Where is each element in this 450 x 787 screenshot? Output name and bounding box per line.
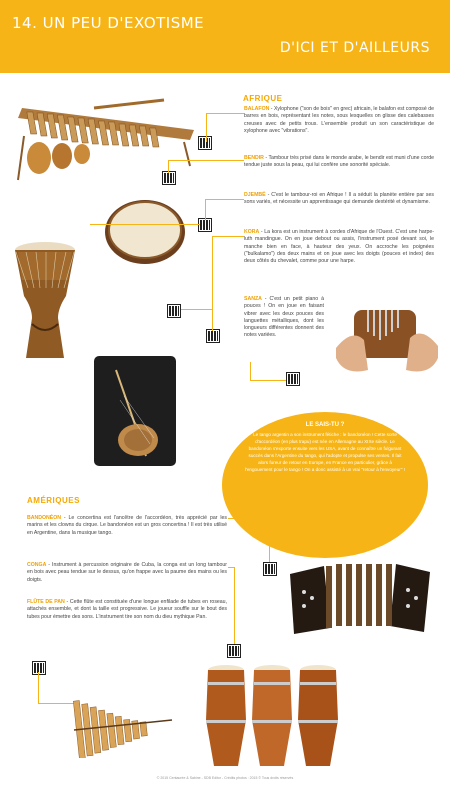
qr-code-bendir[interactable] xyxy=(163,172,175,184)
footer-credits: © 2015 Centaurée & Sabine - SDB Editor - Crédits photos : 2015 © Tous droits réservés xyxy=(156,776,294,780)
conga-text: - Instrument à percussion originaire de Cuba, la conga est un long tambour en bois avec peau tendue sur le dessus, qu'on frappe avec la paume des mains ou les doigts. xyxy=(27,562,227,583)
qr-code-djembe[interactable] xyxy=(199,219,211,231)
conga-paragraph xyxy=(27,562,227,584)
connector-line xyxy=(168,160,244,173)
sanza-paragraph xyxy=(244,296,324,340)
connector-line xyxy=(38,672,40,704)
bendir-text: - Tambour très prisé dans le monde arabe, le bendir est muni d'une corde tendue juste sous la peau, qui lui confère une sonorité spéciale. xyxy=(244,155,434,169)
qr-code-sanza[interactable] xyxy=(287,373,299,385)
bandoneon-name: BANDONÉON xyxy=(27,515,62,521)
page-subtitle: D'ICI ET D'AILLEURS xyxy=(279,40,430,56)
connector-line xyxy=(228,567,235,648)
qr-code-kora[interactable] xyxy=(207,330,219,342)
pan-flute-image xyxy=(72,690,176,758)
kora-image xyxy=(94,356,176,466)
sanza-image xyxy=(334,288,440,378)
kora-text: - La kora est un instrument à cordes d'Afrique de l'Ouest. C'est une harpe-luth mandingue. On en joue debout ou assis, l'instrument posé devant soi, le manche bien en face, à hauteur des yeux. On accroche les poignées ("bulkalamo") des deux mains et on joue avec les doigts (pouces et index) des deux côtés du chevalet, comme pour une harpe. xyxy=(244,229,434,265)
kora-paragraph xyxy=(244,229,434,265)
section-heading-afrique: AFRIQUE xyxy=(243,94,283,103)
flute-paragraph xyxy=(27,599,227,621)
did-you-know-text: Le tango argentin a son instrument fétiche : le bandonéon ! Cette sorte d'accordéon (en plus trapu) est née en Allemagne au XIXe siècle. Le bandonéon s'exporte ensuite vers les USA, avant de connaître un fulgurant succès dans l'Argentine du tango, qui l'adopte et propulse ses ventes. Il fait alors fureur de retour en Europe, en France en particulier, grâce à l'engouement pour le tango ! On a donc assisté à un vrai "retour à l'envoyeur" ! xyxy=(244,432,406,472)
congas-image xyxy=(202,660,342,770)
flute-name: FLÛTE DE PAN xyxy=(27,599,65,605)
bendir-image xyxy=(100,196,190,266)
conga-name: CONGA xyxy=(27,562,47,568)
connector-line xyxy=(212,236,244,331)
connector-line xyxy=(228,518,270,565)
did-you-know-heading: LE SAIS-TU ? xyxy=(305,422,345,428)
balafon-name: BALAFON xyxy=(244,106,270,112)
connector-line xyxy=(38,703,74,704)
qr-code-djembe-2[interactable] xyxy=(168,305,180,317)
bandoneon-paragraph xyxy=(27,515,227,537)
bandoneon-text: - Le concertina est l'ancêtre de l'accordéon, très apprécié par les marins et les clowns du cirque. Le bandonéon est un gros concertina ! Il est très utilisé en Argentine, dans la musique tango. xyxy=(27,515,227,536)
connector-line xyxy=(205,199,244,220)
djembe-name: DJEMBÉ xyxy=(244,192,266,198)
connector-line xyxy=(250,362,252,380)
balafon-paragraph xyxy=(244,106,434,135)
connector-line xyxy=(178,309,212,310)
djembe-text: - C'est le tambour-roi en Afrique ! Il a séduit la planète entière par ses sons variés, et nécessite un apprentissage qui demande dextérité et dynamisme. xyxy=(244,192,434,206)
header-banner xyxy=(0,0,450,73)
flute-text: - Cette flûte est constituée d'une longue enfilade de tubes en roseau, attachés ensemble, et dont la taille est progressive. Le joueur souffle sur le bout des tubes pour émettre des sons. L'instrument tire son nom du dieu mythique Pan. xyxy=(27,599,228,620)
connector-line xyxy=(206,113,244,142)
balafon-text: - Xylophone ("son de bois" en grec) africain, le balafon est composé de barres en bois, représentant les notes, sous lesquelles on glisse des calebasses creuses avec de petits trous. L'ensemble produit un son caractéristique de xylophone avec "vibrations". xyxy=(244,106,434,134)
bendir-name: BENDIR xyxy=(244,155,264,161)
connector-line xyxy=(250,380,290,381)
section-heading-ameriques: AMÉRIQUES xyxy=(27,496,80,505)
qr-code-bandoneon[interactable] xyxy=(264,563,276,575)
djembe-paragraph xyxy=(244,192,434,207)
page-title: 14. UN PEU D'EXOTISME xyxy=(12,14,205,32)
bandoneon-image xyxy=(284,556,434,638)
djembe-image xyxy=(10,240,80,364)
bendir-paragraph xyxy=(244,155,434,170)
connector-line xyxy=(90,224,200,225)
sanza-text: - C'est un petit piano à pouces ! On en joue en faisant vibrer avec les deux pouces des languettes métalliques, dont les longueurs différentes donnent des notes variées. xyxy=(244,296,324,339)
qr-code-conga[interactable] xyxy=(228,645,240,657)
kora-name: KORA xyxy=(244,229,260,235)
sanza-name: SANZA xyxy=(244,296,262,302)
